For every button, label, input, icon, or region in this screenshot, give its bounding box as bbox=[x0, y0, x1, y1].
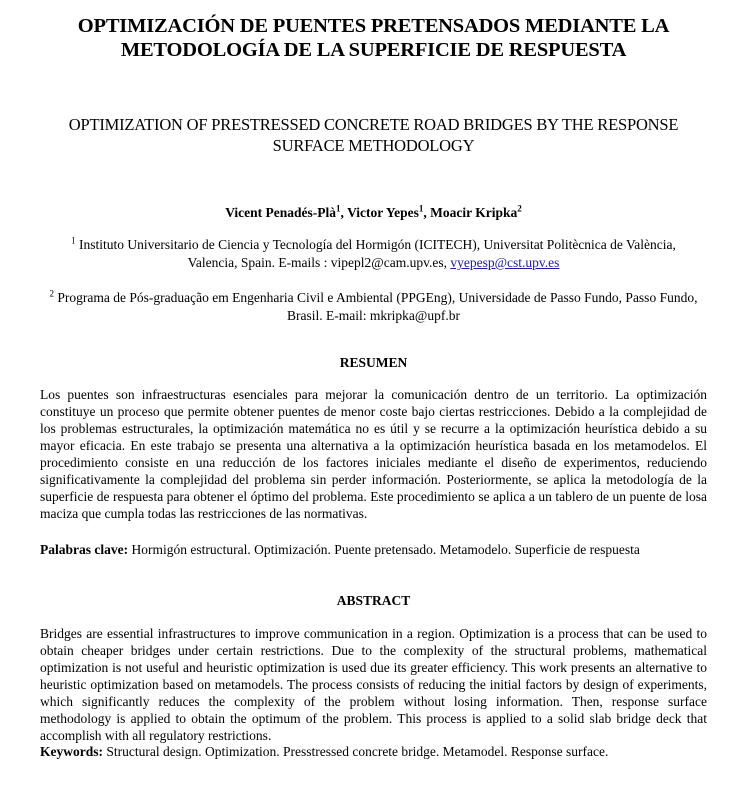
palabras-clave-list: Hormigón estructural. Optimización. Puente pretensado. Metamodelo. Superficie de respuesta bbox=[128, 542, 640, 557]
affiliation-number: 1 bbox=[71, 235, 76, 246]
author-name: Victor Yepes bbox=[347, 205, 419, 220]
affiliation-emails: Valencia, Spain. E-mails : vipepl2@cam.upv.es, bbox=[187, 255, 451, 270]
affiliation-1 bbox=[20, 236, 727, 272]
title-spanish bbox=[0, 14, 747, 62]
affiliation-2-line-1 bbox=[20, 289, 727, 307]
affiliation-2-line-2: Brasil. E-mail: mkripka@upf.br bbox=[287, 308, 460, 323]
affiliation-2 bbox=[20, 289, 727, 325]
email-link[interactable]: vyepesp@cst.upv.es bbox=[450, 255, 560, 270]
resumen-heading: RESUMEN bbox=[339, 355, 408, 370]
author-affiliation-mark: 1 bbox=[418, 203, 424, 214]
author-affiliation-mark: 2 bbox=[517, 203, 522, 214]
affiliation-institution: Programa de Pós-graduação em Engenharia Civil e Ambiental (PPGEng), Universidade de Passo Fundo, Passo Fundo, bbox=[54, 290, 698, 305]
affiliation-institution: Instituto Universitario de Ciencia y Tecnología del Hormigón (ICITECH), Universitat Politècnica de València, bbox=[75, 237, 676, 252]
author-name: Moacir Kripka bbox=[430, 205, 518, 220]
keywords-label: Keywords: bbox=[40, 744, 103, 759]
keywords bbox=[40, 743, 720, 760]
author-name: Vicent Penadés-Plà bbox=[225, 205, 337, 220]
palabras-clave-label: Palabras clave: bbox=[40, 542, 129, 557]
abstract-text: Bridges are essential infrastructures to improve communication in a region. Optimization is a process that can be used to obtain cheaper bridges under certain restrictions. Due to the complexity of the structural problems, mathematical optimization is not useful and heuristic optimization is used due its greater efficiency. This work presents an alternative to heuristic optimization based on metamodels. The process consists of reducing the initial factors by design of experiments, which significantly reduces the complexity of the problem without losing information. Then, response surface methodology is applied to obtain the optimum of the problem. This process is applied to a solid slab bridge deck that accomplish with all regulatory restrictions. bbox=[40, 626, 707, 743]
abstract-heading: ABSTRACT bbox=[336, 593, 411, 608]
resumen-text: Los puentes son infraestructuras esenciales para mejorar la comunicación dentro de un territorio. La optimización constituye un proceso que permite obtener puentes de menor coste bajo ciertas restricciones. Debido a la complejidad de los problemas estructurales, la optimización matemática no es útil y se recurre a la optimización heurística debido a su mayor eficacia. En este trabajo se presenta una alternativa a la optimización heurística basada en los metamodelos. El procedimiento consiste en una reducción de los factores iniciales mediante el diseño de experimentos, reduciendo significativamente la complejidad del problema sin perder información. Posteriormente, se aplica la metodología de la superficie de respuesta para obtener el óptimo del problema. Este procedimiento se aplica a un tablero de un puente de losa maciza que cumpla todas las restricciones de las normativas. bbox=[40, 387, 707, 521]
title-spanish-line-1: OPTIMIZACIÓN DE PUENTES PRETENSADOS MEDIANTE LA bbox=[77, 15, 670, 37]
title-english bbox=[0, 114, 747, 156]
palabras-clave bbox=[40, 541, 720, 558]
author-affiliation-mark: 1 bbox=[336, 203, 341, 214]
author-separator: , bbox=[423, 205, 431, 220]
author-list bbox=[0, 204, 747, 222]
affiliation-1-line-2 bbox=[20, 254, 727, 272]
title-english-line-2: SURFACE METHODOLOGY bbox=[272, 136, 475, 155]
keywords-list: Structural design. Optimization. Presstressed concrete bridge. Metamodel. Response surface. bbox=[103, 744, 609, 759]
author-separator: , bbox=[340, 205, 348, 220]
title-english-line-1: OPTIMIZATION OF PRESTRESSED CONCRETE ROAD BRIDGES BY THE RESPONSE bbox=[68, 115, 679, 134]
affiliation-1-line-1 bbox=[20, 236, 727, 254]
affiliation-number: 2 bbox=[49, 288, 55, 299]
title-spanish-line-2: METODOLOGÍA DE LA SUPERFICIE DE RESPUESTA bbox=[120, 39, 627, 61]
